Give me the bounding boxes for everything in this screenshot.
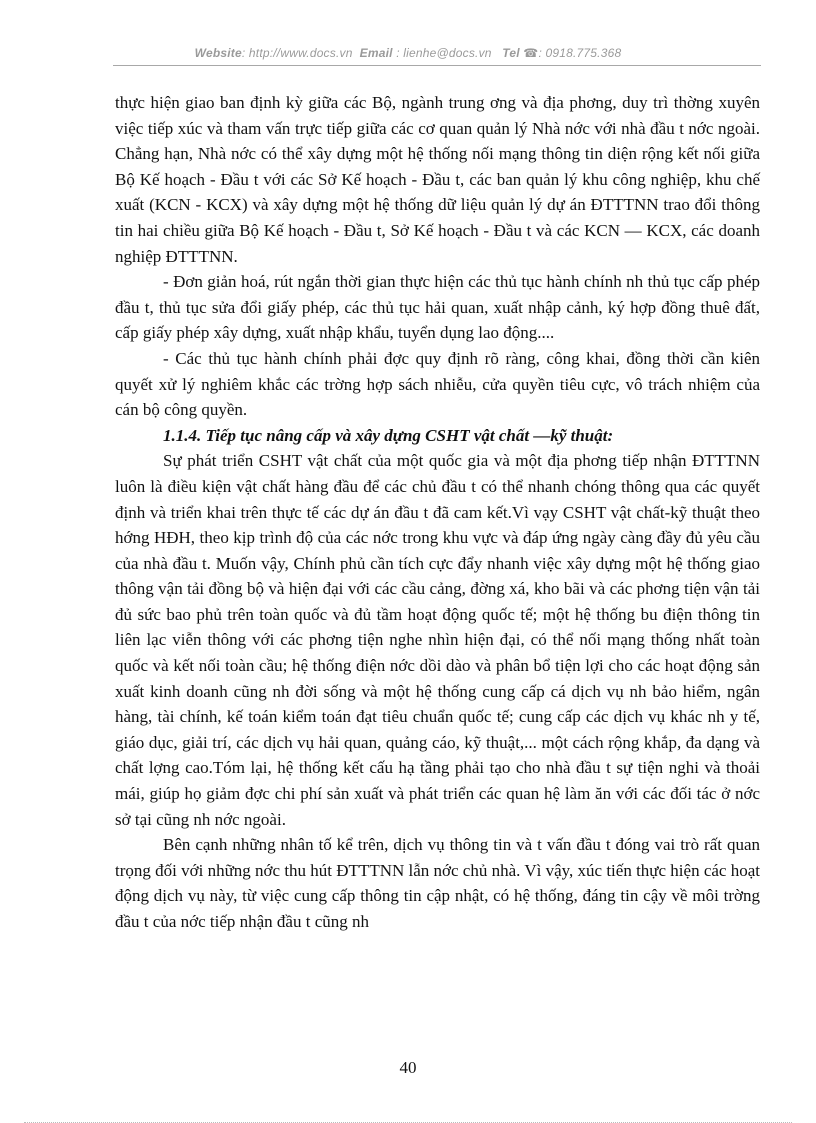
paragraph-1: thực hiện giao ban định kỳ giữa các Bộ, ngành trung ơng và địa phơng, duy trì thờng xuyên việc tiếp xúc và tham vấn trực tiếp giữa các cơ quan quản lý Nhà nớc với nhà đầu t nớc ngoài. Chẳng hạn, Nhà nớc có thể xây dựng một hệ thống nối mạng thông tin diện rộng kết nối giữa Bộ Kế hoạch - Đầu t với các Sở Kế hoạch - Đầu t, các ban quản lý khu công nghiệp, khu chế xuất (KCN - KCX) và xây dựng một hệ thống dữ liệu quản lý dự án ĐTTTNN trao đổi thông tin hai chiều giữa Bộ Kế hoạch - Đầu t, Sở Kế hoạch - Đầu t và các KCN — KCX, các doanh nghiệp ĐTTTNN. — [115, 93, 760, 266]
section-paragraph-1: Sự phát triển CSHT vật chất của một quốc gia và một địa phơng tiếp nhận ĐTTTNN luôn là điều kiện vật chất hàng đầu để các chủ đầu t có thể nhanh chóng thông qua các quyết định và triển khai trên thực tế các dự án đầu t đã cam kết.Vì vạy CSHT vật chất-kỹ thuật theo hớng HĐH, theo kịp trình độ của các nớc trong khu vực và đáp ứng ngày càng đầy đủ yêu cầu của nhà đầu t. Muốn vậy, Chính phủ cần tích cực đẩy nhanh việc xây dựng một hệ thống giao thông vận tải đồng bộ và hiện đại với các cầu cảng, đờng xá, kho bãi và các phơng tiện vận tải đủ sức bao phủ trên toàn quốc và đủ tầm hoạt động quốc tế; một hệ thống bu điện thông tin liên lạc viễn thông với các phơng tiện nghe nhìn hiện đại, có thể nối mạng thống nhất toàn quốc và kết nối toàn cầu; hệ thống điện nớc dồi dào và phân bổ tiện lợi cho các hoạt động sản xuất kinh doanh cũng nh đời sống và một hệ thống cung cấp cá dịch vụ nh bảo hiểm, ngân hàng, tài chính, kế toán kiểm toán đạt tiêu chuẩn quốc tế; cung cấp các dịch vụ khác nh y tế, giáo dục, giải trí, các dịch vụ hải quan, quảng cáo, kỹ thuật,... một cách rộng khắp, đa dạng và chất lợng cao.Tóm lại, hệ thống kết cấu hạ tầng phải tạo cho nhà đầu t sự tiện nghi và thoải mái, giúp họ giảm đợc chi phí sản xuất và phát triển các quan hệ làm ăn với các đối tác ở nớc sở tại cũng nh nớc ngoài. — [115, 451, 760, 829]
email-label: Email — [359, 46, 393, 60]
paragraph-2: - Đơn giản hoá, rút ngắn thời gian thực hiện các thủ tục hành chính nh thủ tục cấp phép đầu t, thủ tục sửa đổi giấy phép, các thủ tục hải quan, xuất nhập cảnh, ký hợp đồng thuê đất, cấp giấy phép xây dựng, xuất nhập khẩu, tuyển dụng lao động.... — [115, 272, 760, 343]
tel-value: : 0918.775.368 — [538, 46, 622, 60]
header-divider — [113, 65, 761, 66]
website-label: Website — [194, 46, 242, 60]
paragraph-3: - Các thủ tục hành chính phải đợc quy định rõ ràng, công khai, đồng thời cần kiên quyết xử lý nghiêm khắc các trờng hợp sách nhiễu, cửa quyền tiêu cực, vô trách nhiệm của cán bộ công quyền. — [115, 348, 760, 420]
tel-label: Tel — [502, 46, 520, 60]
page-number: 40 — [399, 1058, 417, 1077]
section-heading: 1.1.4. Tiếp tục nâng cấp và xây dựng CSHT vật chất —kỹ thuật: — [163, 425, 614, 445]
email-value: : lienhe@docs.vn — [392, 46, 492, 60]
website-value: : http://www.docs.vn — [241, 46, 353, 60]
page-body — [115, 90, 760, 935]
phone-icon: ☎ — [523, 46, 539, 60]
section-paragraph-2: Bên cạnh những nhân tố kể trên, dịch vụ thông tin và t vấn đầu t đóng vai trò rất quan trọng đối với những nớc thu hút ĐTTTNN lẫn nớc chủ nhà. Vì vậy, xúc tiến thực hiện các hoạt động dịch vụ này, từ việc cung cấp thông tin cập nhật, có hệ thống, đáng tin cậy về môi trờng đầu t của nớc tiếp nhận đầu t cũng nh — [115, 835, 760, 931]
page-header — [0, 46, 816, 60]
